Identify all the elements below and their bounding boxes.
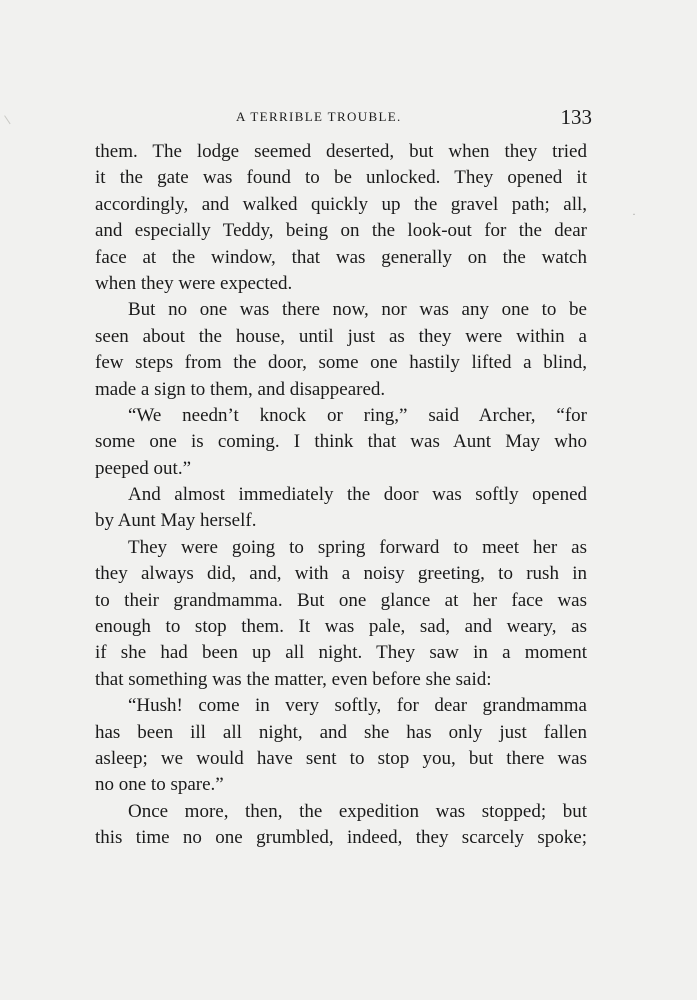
text-line: by Aunt May herself. [95, 510, 257, 532]
text-line: made a sign to them, and disappeared. [95, 378, 386, 400]
paragraph-first-line: Once more, then, the expedition was stopped; but [128, 800, 587, 822]
paragraph-first-line: They were going to spring forward to meet her as [128, 536, 587, 558]
page-body-text [95, 139, 587, 852]
text-line: some one is coming. I think that was Aunt May who [95, 431, 587, 453]
text-line: asleep; we would have sent to stop you, but there was [95, 747, 587, 769]
page-number: 133 [560, 105, 592, 129]
text-line: face at the window, that was generally on the watch [95, 246, 587, 268]
text-line: seen about the house, until just as they were within a [95, 325, 587, 347]
running-title: A TERRIBLE TROUBLE. [236, 109, 402, 124]
text-line: has been ill all night, and she has only just fallen [95, 721, 587, 743]
page-header [0, 106, 697, 132]
text-line: accordingly, and walked quickly up the gravel path; all, [95, 193, 587, 215]
paragraph-first-line: But no one was there now, nor was any one to be [128, 299, 587, 321]
paragraph-first-line: And almost immediately the door was softly opened [128, 484, 587, 506]
text-line: they always did, and, with a noisy greeting, to rush in [95, 563, 587, 585]
text-line: enough to stop them. It was pale, sad, and weary, as [95, 616, 587, 638]
paragraph-first-line: “We needn’t knock or ring,” said Archer, “for [128, 404, 587, 426]
text-line: if she had been up all night. They saw in a moment [95, 642, 587, 664]
text-line: peeped out.” [95, 457, 192, 479]
text-line: that something was the matter, even before she said: [95, 668, 492, 690]
text-line: to their grandmamma. But one glance at her face was [95, 589, 587, 611]
text-line: few steps from the door, some one hastily lifted a blind, [95, 352, 587, 374]
text-line: when they were expected. [95, 272, 293, 294]
text-line: this time no one grumbled, indeed, they scarcely spoke; [95, 827, 587, 849]
text-line: no one to spare.” [95, 774, 224, 796]
text-line: them. The lodge seemed deserted, but when they tried [95, 141, 587, 162]
text-line: it the gate was found to be unlocked. They opened it [95, 167, 587, 189]
paper-speck: · [632, 207, 636, 221]
text-line: and especially Teddy, being on the look-out for the dear [95, 220, 587, 242]
paragraph-first-line: “Hush! come in very softly, for dear grandmamma [128, 695, 587, 717]
